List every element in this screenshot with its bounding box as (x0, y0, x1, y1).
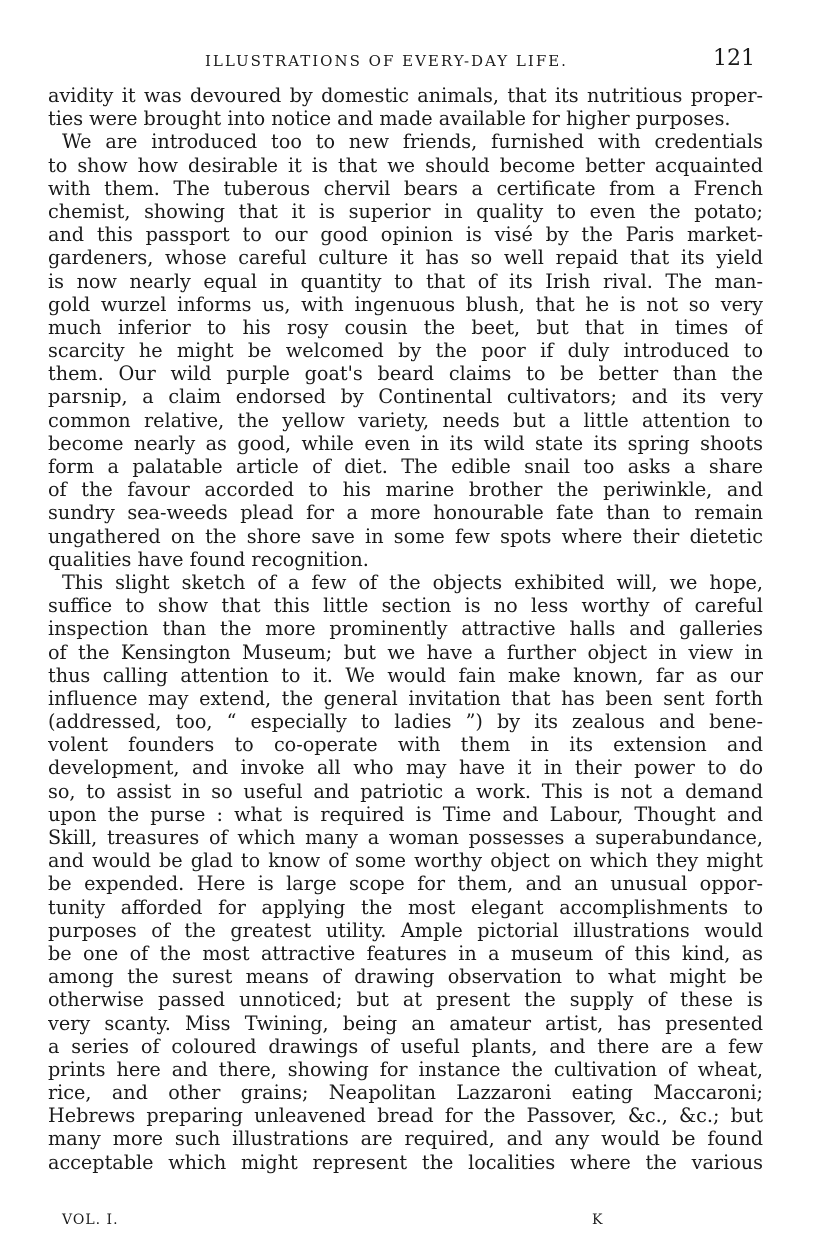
text-line: development, and invoke all who may have it in their power to do (48, 756, 763, 780)
text-line: become nearly as good, while even in its wild state its spring shoots (48, 431, 763, 455)
text-line: chemist, showing that it is superior in quality to even the potato; (48, 199, 763, 223)
text-line: acceptable which might represent the localities where the various (48, 1150, 763, 1174)
text-line: thus calling attention to it. We would fain make known, far as our (48, 663, 763, 687)
text-line: Hebrews preparing unleavened bread for the Passover, &c., &c.; but (48, 1104, 763, 1128)
text-line: We are introduced too to new friends, furnished with credentials (62, 130, 763, 154)
text-line: so, to assist in so useful and patriotic a work. This is not a demand (48, 779, 763, 803)
text-line: parsnip, a claim endorsed by Continental cultivators; and its very (48, 385, 763, 409)
text-line: Skill, treasures of which many a woman possesses a superabundance, (48, 826, 763, 849)
volume-marker: VOL. I. (62, 1212, 119, 1228)
text-line: (addressed, too, “ especially to ladies ”) by its zealous and bene- (48, 710, 763, 734)
text-line: gardeners, whose careful culture it has so well repaid that its yield (48, 246, 763, 270)
text-line: scarcity he might be welcomed by the poor if duly introduced to (48, 339, 763, 363)
page-footer (0, 1212, 823, 1234)
text-line: rice, and other grains; Neapolitan Lazzaroni eating Maccaroni; (48, 1081, 763, 1105)
text-line: sundry sea-weeds plead for a more honourable fate than to remain (48, 501, 763, 525)
text-line: them. Our wild purple goat's beard claims to be better than the (48, 362, 763, 386)
page-number: 121 (713, 46, 755, 71)
text-line: inspection than the more prominently attractive halls and galleries (48, 617, 763, 641)
text-line: gold wurzel informs us, with ingenuous blush, that he is not so very (48, 292, 763, 316)
text-line: ties were brought into notice and made available for higher purposes. (48, 107, 731, 131)
text-line: suffice to show that this little section is no less worthy of careful (48, 594, 763, 618)
text-line: otherwise passed unnoticed; but at present the supply of these is (48, 988, 763, 1012)
text-line: is now nearly equal in quantity to that of its Irish rival. The man- (48, 269, 763, 293)
text-line: purposes of the greatest utility. Ample pictorial illustrations would (48, 918, 763, 942)
text-line: form a palatable article of diet. The edible snail too asks a share (48, 455, 763, 478)
text-line: influence may extend, the general invitation that has been sent forth (48, 686, 763, 710)
text-line: This slight sketch of a few of the objects exhibited will, we hope, (62, 570, 763, 594)
text-line: to show how desirable it is that we should become better acquainted (48, 153, 763, 177)
text-line: very scanty. Miss Twining, being an amateur artist, has presented (48, 1011, 763, 1035)
text-line: a series of coloured drawings of useful plants, and there are a few (48, 1034, 763, 1058)
body-text (48, 84, 763, 1174)
text-line: be expended. Here is large scope for them, and an unusual oppor- (48, 872, 763, 896)
running-title: ILLUSTRATIONS OF EVERY-DAY LIFE. (205, 52, 568, 70)
text-line: and this passport to our good opinion is visé by the Paris market- (48, 223, 763, 247)
text-line: much inferior to his rosy cousin the beet, but that in times of (48, 315, 763, 339)
text-line: common relative, the yellow variety, needs but a little attention to (48, 408, 763, 432)
text-line: tunity afforded for applying the most elegant accomplishments to (48, 895, 763, 919)
text-line: of the favour accorded to his marine brother the periwinkle, and (48, 478, 763, 502)
text-line: of the Kensington Museum; but we have a further object in view in (48, 640, 763, 664)
page-header (0, 46, 823, 76)
text-line: among the surest means of drawing observation to what might be (48, 965, 763, 989)
text-line: and would be glad to know of some worthy object on which they might (48, 849, 763, 873)
text-line: upon the purse : what is required is Time and Labour, Thought and (48, 802, 763, 826)
text-line: ungathered on the shore save in some few spots where their dietetic (48, 524, 763, 548)
text-line: with them. The tuberous chervil bears a certificate from a French (48, 176, 763, 200)
text-line: be one of the most attractive features in a museum of this kind, as (48, 941, 763, 965)
text-line: qualities have found recognition. (48, 547, 369, 571)
text-line: many more such illustrations are required, and any would be found (48, 1127, 763, 1151)
text-line: avidity it was devoured by domestic animals, that its nutritious proper- (48, 84, 763, 107)
text-line: volent founders to co-operate with them in its extension and (48, 733, 763, 757)
signature-mark: K (592, 1212, 603, 1228)
text-line: prints here and there, showing for instance the cultivation of wheat, (48, 1057, 763, 1081)
